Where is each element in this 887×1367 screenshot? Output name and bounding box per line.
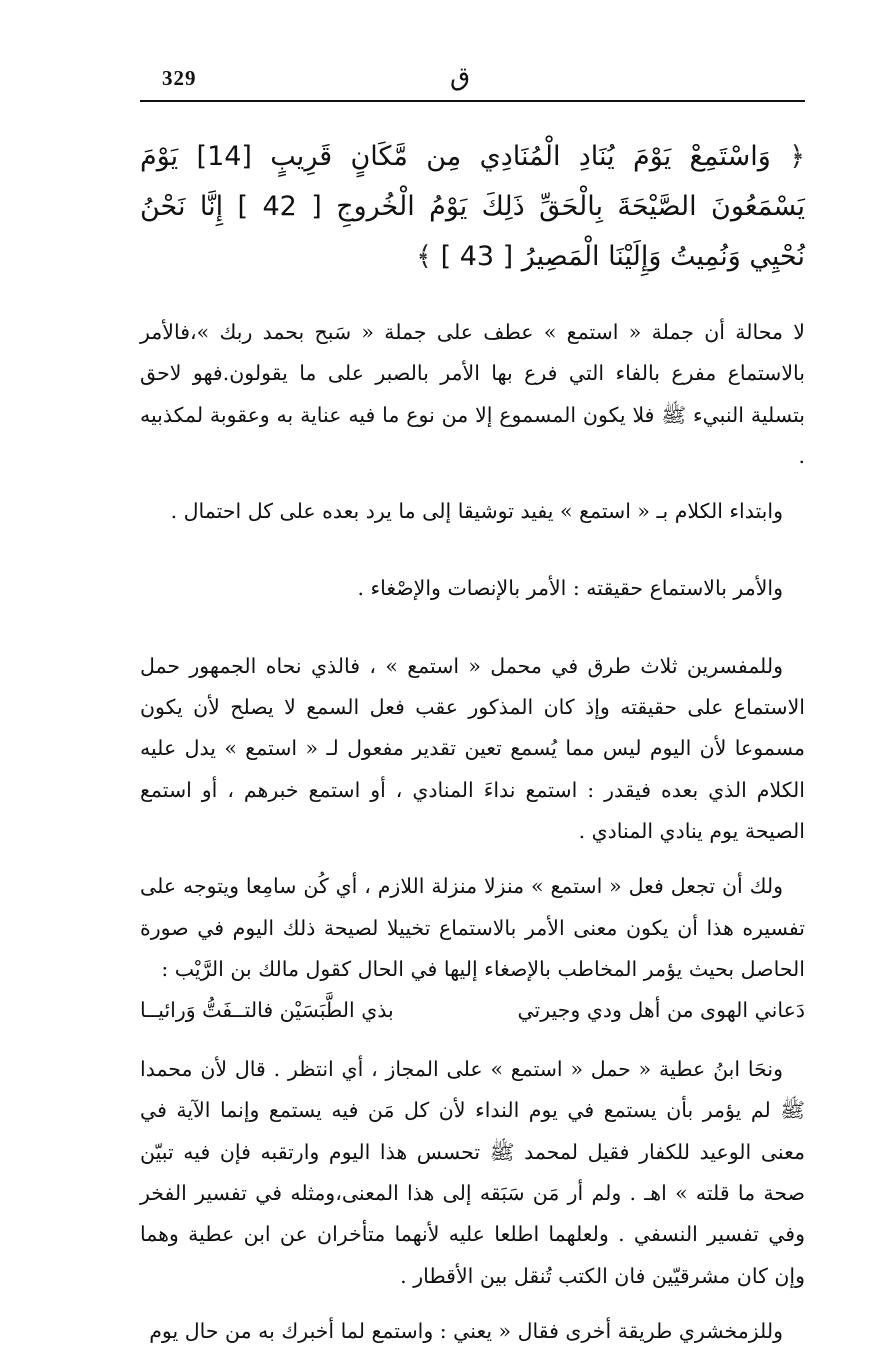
paragraph: وللزمخشري طريقة أخرى فقال « يعني : واستمع لما أخبرك به من حال يوم xyxy=(149,1318,783,1343)
verse-open-ornament: ﴿ xyxy=(789,141,806,172)
paragraph: لا محالة أن جملة « استمع » عطف على جملة « سَبح بحمد ربك »،فالأمر بالاستماع مفرع بالفاء التي فرع بها الأمر بالصبر على ما يقولون.فهو لاحق بتسلية النبيء ﷺ فلا يكون المسموع إلا من نوع ما فيه عناية به وعقوبة لمكذبيه . xyxy=(140,320,805,468)
poem-verse xyxy=(140,990,805,1031)
verse-close-ornament: ﴾ xyxy=(416,241,432,272)
poem-first-hemistich: دَعاني الهوى من أهل ودي وجيرتي xyxy=(517,998,805,1023)
page-number: 329 xyxy=(162,66,197,90)
page-header xyxy=(140,62,805,102)
paragraph: ولك أن تجعل فعل « استمع » منزلا منزلة اللازم ، أي كُن سامِعا ويتوجه على تفسيره هذا أن يكون معنى الأمر بالاستماع تخييلا لصيحة ذلك اليوم في صورة الحاصل بحيث يؤمر المخاطب بالإصغاء إليها في الحال كقول مالك بن الرَّيْب : xyxy=(140,874,805,981)
quran-verse xyxy=(140,132,805,282)
running-head: ق xyxy=(450,62,471,92)
paragraph: والأمر بالاستماع حقيقته : الأمر بالإنصات والإصْغاء . xyxy=(357,576,783,601)
paragraph: ونحَا ابنُ عطية « حمل « استمع » على المجاز ، أي انتظر . قال لأن محمدا ﷺ لم يؤمر بأن يستمع في يوم النداء لأن كل مَن فيه يستمع وإنما الآية في معنى الوعيد للكفار فقيل لمحمد ﷺ تحسس هذا اليوم وارتقبه فإن فيه تبيّن صحة ما قلته » اهـ . ولم أر مَن سَبَقه إلى هذا المعنى،ومثله في تفسير الفخر وفي تفسير النسفي . ولعلهما اطلعا عليه لأنهما متأخران عن ابن عطية وهما وإن كان مشرقيّين فان الكتب تُنقل بين الأقطار . xyxy=(140,1057,805,1288)
page-body xyxy=(140,132,805,1352)
verse-text: وَاسْتَمِعْ يَوْمَ يُنَادِ الْمُنَادِي مِن مَّكَانٍ قَرِيبٍ [14] يَوْمَ يَسْمَعُونَ الصَّيْحَةَ بِالْحَقِّ ذَلِكَ يَوْمُ الْخُروجِ [ 42 ] إِنَّا نَحْنُ نُحْيِي وَنُمِيتُ وَإِلَيْنَا الْمَصِيرُ [ 43 ] xyxy=(140,141,806,272)
paragraph: وللمفسرين ثلاث طرق في محمل « استمع » ، فالذي نحاه الجمهور حمل الاستماع على حقيقته وإذ كان المذكور عقب فعل السمع لا يصلح لأن يكون مسموعا لأن اليوم ليس مما يُسمع تعين تقدير مفعول لـ « استمع » يدل عليه الكلام الذي بعده فيقدر : استمع نداءَ المنادي ، أو استمع خبرهم ، أو استمع الصيحة يوم ينادي المنادي . xyxy=(140,653,805,843)
paragraph: وابتداء الكلام بـ « استمع » يفيد توشيقا إلى ما يرد بعده على كل احتمال . xyxy=(170,499,783,524)
poem-second-hemistich: بذي الطَّبَسَيْن فالتــفَتُّ وَرائيــا xyxy=(140,998,394,1023)
